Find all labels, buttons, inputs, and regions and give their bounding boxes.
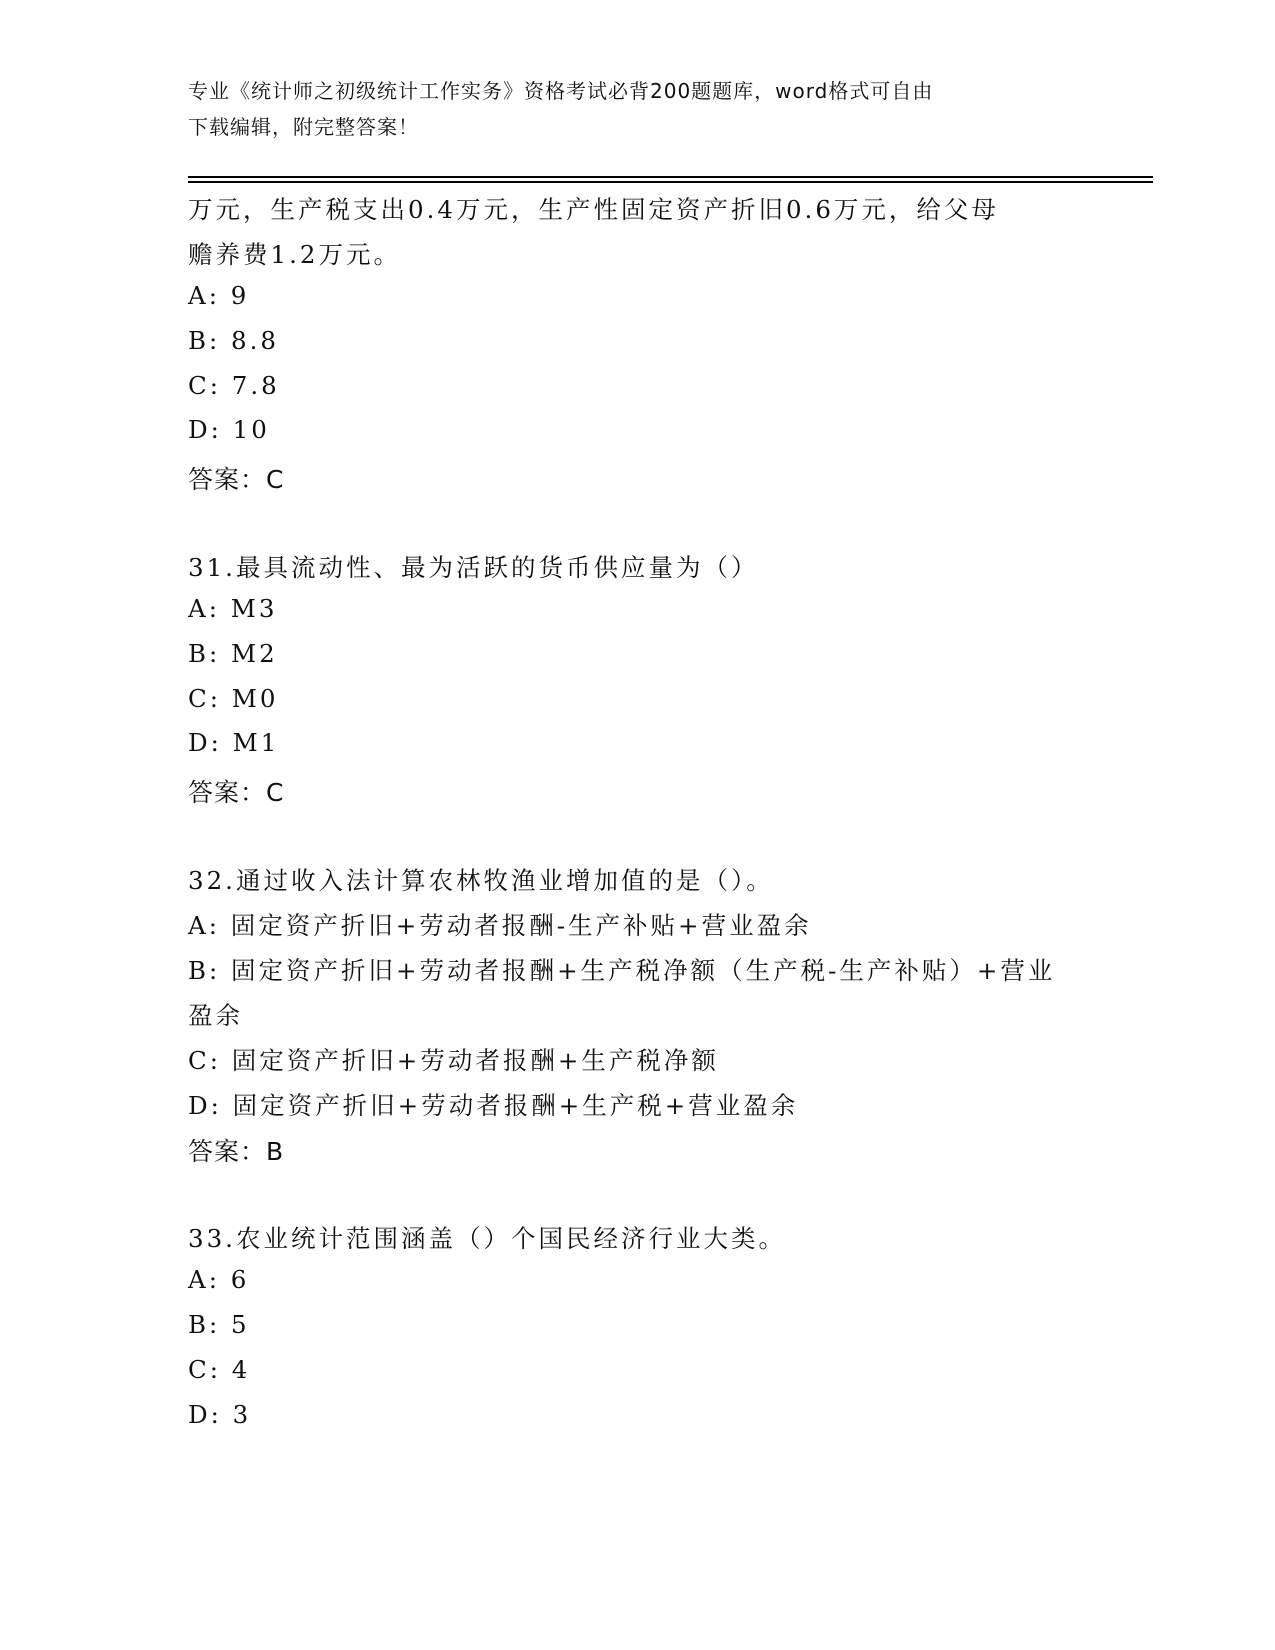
q31-option-c: C: M0 [188,684,279,713]
header-line-1: 专业《统计师之初级统计工作实务》资格考试必背200题题库，word格式可自由 [188,79,934,103]
q33-option-b: B: 5 [188,1310,250,1339]
q31-option-a: A: M3 [188,594,278,623]
continued-stem-line-1: 万元，生产税支出0.4万元，生产性固定资产折旧0.6万元，给父母 [188,195,999,224]
continued-option-c: C: 7.8 [188,371,280,400]
q31-stem: 31.最具流动性、最为活跃的货币供应量为（） [188,553,759,582]
q32-option-b-continued: 盈余 [188,1001,243,1030]
header-rule-bottom [188,181,1153,183]
header-line-2: 下载编辑，附完整答案！ [188,115,419,139]
q31-option-b: B: M2 [188,639,278,668]
q32-option-b: B: 固定资产折旧+劳动者报酬+生产税净额（生产税-生产补贴）+营业 [188,956,1056,985]
q32-option-a: A: 固定资产折旧+劳动者报酬-生产补贴+营业盈余 [188,911,812,940]
continued-option-b: B: 8.8 [188,326,280,355]
document-header [188,73,1088,145]
continued-stem-line-2: 赡养费1.2万元。 [188,240,401,269]
continued-option-a: A: 9 [188,281,250,310]
q32-stem: 32.通过收入法计算农林牧渔业增加值的是（）。 [188,866,774,895]
continued-option-d: D: 10 [188,415,270,444]
q33-option-c: C: 4 [188,1355,251,1384]
q33-option-d: D: 3 [188,1400,252,1429]
q31-option-d: D: M1 [188,728,280,757]
q32-option-d: D: 固定资产折旧+劳动者报酬+生产税+营业盈余 [188,1091,799,1120]
continued-answer: 答案：C [188,465,285,494]
q32-answer: 答案：B [188,1137,285,1166]
q33-option-a: A: 6 [188,1265,250,1294]
q31-answer: 答案：C [188,778,285,807]
q33-stem: 33.农业统计范围涵盖（）个国民经济行业大类。 [188,1224,786,1253]
header-rule-top [188,176,1153,178]
q32-option-c: C: 固定资产折旧+劳动者报酬+生产税净额 [188,1046,719,1075]
